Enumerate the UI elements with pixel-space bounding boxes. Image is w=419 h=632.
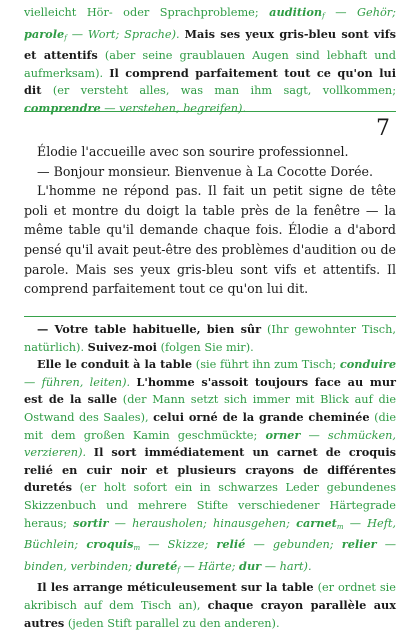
story-paragraph: Élodie l'accueille avec son sourire professionnel. [37,144,349,159]
german-translation: (sie führt ihn zum Tisch; [195,358,337,372]
vocab-term: dureté [135,558,178,573]
french-phrase: L'homme s'assoit toujours face au mur est de la salle [24,374,396,407]
vocab-term: conduire [339,357,397,372]
french-phrase: Il sort immédiatement un carnet de croquis relié en cuir noir et plusieurs crayons de différentes duretés [24,445,397,495]
vocab-term: relier [341,537,377,552]
german-translation: (er holt sofort ein in schwarzes Leder gebundenes Skizzenbuch und mehrere Stifte verschiedener Härtegrade heraus; [24,481,396,530]
gender-marker: f [322,12,325,20]
vocab-term: comprendre [24,100,101,115]
french-phrase: Suivez-moi [87,339,157,354]
annotation-text: vielleicht Hör- oder Sprachprobleme; [24,6,259,19]
gender-marker: m [336,522,344,531]
vocab-term: parole [24,26,65,41]
vocab-translation: — [71,27,83,41]
vocab-translation: — hart). [264,559,312,573]
vocab-translation: — Skizze; [148,538,209,552]
vocab-term: relié [216,537,246,552]
french-phrase: Il les arrange méticuleusement sur la table [37,580,314,595]
page-number: 7 [376,116,390,141]
french-phrase: — Votre table habituelle, bien sûr [37,322,262,336]
german-translation: (aber seine graublauen Augen sind lebhaft und aufmerksam). [24,49,396,80]
annotation-paragraph [24,356,396,579]
gender-marker: f [64,33,67,42]
story-paragraph: — Bonjour monsieur. Bienvenue à La Cocotte Dorée. [37,163,374,179]
vocab-translation: — gebunden; [253,538,334,552]
vocab-translation: — Gehör; [335,6,396,19]
vocab-translation: — Heft, Büchlein; [24,516,397,552]
german-translation: (Ihr gewohnter Tisch, natürlich). [24,323,397,354]
german-translation: (er ordnet sie akribisch auf dem Tisch an), [24,581,396,612]
vocab-translation: — binden, verbinden; [24,538,397,573]
vocab-term: carnet [296,515,337,530]
german-translation: (jeden Stift parallel zu den anderen). [67,616,280,630]
french-phrase: celui orné de la grande cheminée [153,409,370,424]
vocabulary-annotation-top [24,4,396,118]
vocab-term: dur [239,558,262,573]
vocab-translation: — schmücken, verzieren). [24,428,397,460]
vocab-translation: — Härte; [183,559,236,573]
german-translation: (der Mann setzt sich immer mit Blick auf die Ostwand des Saales), [24,393,396,424]
story-text [24,142,396,299]
vocab-translation: — führen, leiten). [24,375,131,389]
story-paragraph: L'homme ne répond pas. Il fait un petit signe de tête poli et montre du doigt la table près de la fenêtre — la même table qu'il demande chaque fois. Élodie a d'abord pensé qu'il avait peut-être des problèmes d'audition ou de parole. Mais ses yeux gris-bleu sont vifs et attentifs. Il comprend parfaitement tout ce qu'on lui dit. [24,183,396,297]
vocab-term: orner [265,427,301,442]
annotation-paragraph [24,579,396,632]
gender-marker: f [177,565,180,574]
gender-marker: m [133,544,141,553]
vocab-translation: Wort; Sprache). [87,27,180,41]
french-phrase: Elle le conduit à la table [37,357,193,372]
vocab-term: croquis [86,537,134,552]
vocab-translation: — verstehen, begreifen). [104,101,247,115]
annotation-paragraph [24,321,396,356]
section-divider [24,111,396,112]
vocabulary-annotation-bottom [24,321,396,632]
section-divider [24,316,396,317]
german-translation: (er versteht alles, was man ihm sagt, vollkommen; [52,84,397,98]
vocab-term: audition [269,5,323,19]
french-phrase: chaque crayon parallèle aux autres [24,597,396,630]
german-translation: (folgen Sie mir). [160,340,254,354]
german-translation: (die mit dem großen Kamin geschmückte; [24,410,396,442]
vocab-term: sortir [73,515,109,530]
french-phrase: Mais ses yeux gris-bleu sont vifs et attentifs [24,26,397,63]
vocab-translation: — herausholen; hinausgehen; [114,516,290,530]
french-phrase: Il comprend parfaitement tout ce qu'on lui dit [24,65,396,98]
